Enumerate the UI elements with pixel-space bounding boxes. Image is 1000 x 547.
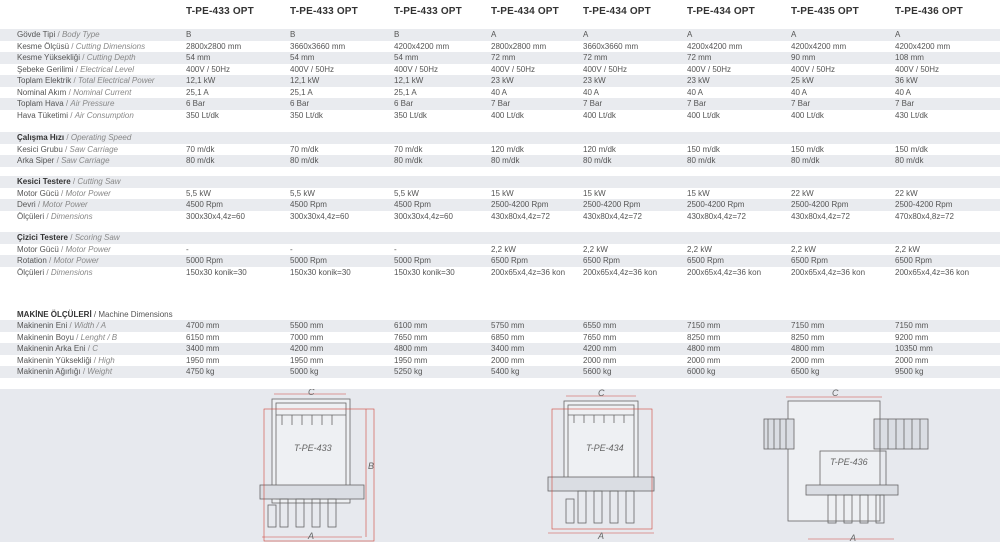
spec-row: Rotation / Motor Power 5000 Rpm 5000 Rpm 5000 Rpm 6500 Rpm 6500 Rpm 6500 Rpm 6500 Rpm 6500 Rpm [0,255,1000,267]
spec-label: Nominal Akım [17,87,67,97]
spec-value: 200x65x4,4z=36 kon [687,267,762,277]
spec-label: Makinenin Ağırlığı [17,367,81,376]
spec-row: Toplam Hava / Air Pressure 6 Bar 6 Bar 6 Bar 7 Bar 7 Bar 7 Bar 7 Bar 7 Bar [0,98,1000,110]
spec-value: 8250 mm [791,332,825,342]
spec-value: 4800 mm [791,344,825,353]
spec-value: 2800x2800 mm [491,41,547,51]
spec-row: Gövde Tipi / Body Type B B B A A A A A [0,29,1000,41]
spec-value: 2800x2800 mm [186,41,242,51]
spec-value: 2500-4200 Rpm [687,200,745,209]
spec-row: Toplam Elektrik / Total Electrical Power 12,1 kW 12,1 kW 12,1 kW 23 kW 23 kW 23 kW 25 kW 36 kW [0,75,1000,87]
spec-value: 400V / 50Hz [791,64,836,74]
spec-value: 1950 mm [186,355,220,365]
spec-value: 6000 kg [687,367,716,376]
spec-value: 430x80x4,4z=72 [791,211,850,221]
model-name: T-PE-434 OPT [491,6,559,17]
technical-drawings-panel [0,389,1000,542]
spec-value: 2,2 kW [895,244,920,254]
spec-row: Nominal Akım / Nominal Current 25,1 A 25,1 A 25,1 A 40 A 40 A 40 A 40 A 40 A [17,87,912,97]
spec-value: 6500 kg [791,367,820,376]
spec-value: 5600 kg [583,367,612,376]
dim-label: B [368,461,375,471]
model-name: T-PE-433 OPT [394,6,462,17]
spec-value: 7150 mm [687,321,721,330]
spec-value: 80 m/dk [583,156,612,165]
spec-value: 200x65x4,4z=36 kon [491,267,566,277]
spec-value: 1950 mm [394,355,428,365]
section-title: Kesici Testere [17,177,71,186]
spec-value: 400 Lt/dk [583,110,616,120]
spec-value: 400V / 50Hz [687,64,732,74]
spec-value: 8250 mm [687,332,721,342]
spec-value: 5000 Rpm [186,256,223,265]
drawing-label: T-PE-433 [294,443,332,453]
spec-value: 3660x3660 mm [290,41,346,51]
spec-value: 4200x4200 mm [895,41,951,51]
spec-label: Makinenin Boyu [17,332,74,342]
spec-value: 7 Bar [491,99,511,108]
spec-value: 4500 Rpm [186,200,223,209]
spec-value: 5000 Rpm [394,256,431,265]
spec-value: 6850 mm [491,332,525,342]
spec-value: 72 mm [583,53,608,62]
spec-value: 2,2 kW [687,244,712,254]
spec-value: A [491,30,497,39]
technical-drawings [0,389,1000,542]
spec-row: Makinenin Yüksekliği / High 1950 mm 1950 mm 1950 mm 2000 mm 2000 mm 2000 mm 2000 mm 2000 mm [17,355,929,365]
spec-value: - [186,244,189,254]
spec-label-en: Width / A [73,321,107,330]
dim-label: C [598,389,605,398]
spec-value: 3660x3660 mm [583,41,639,51]
spec-row: Kesme Ölçüsü / Cutting Dimensions 2800x2800 mm 3660x3660 mm 4200x4200 mm 2800x2800 mm 3660x3660 mm 4200x4200 mm 4200x4200 mm 4200x4200 mm [17,41,951,51]
spec-row: Ölçüleri / Dimensions 150x30 konik=30 150x30 konik=30 150x30 konik=30 200x65x4,4z=36 kon 200x65x4,4z=36 kon 200x65x4,4z=36 kon 200x65x4,4z=36 kon 200x65x4,4z=36 kon [17,267,970,277]
spec-value: 6 Bar [186,99,206,108]
spec-value: 7650 mm [394,332,428,342]
spec-value: 80 m/dk [186,156,215,165]
spec-value: 80 m/dk [791,156,820,165]
spec-value: 15 kW [687,188,710,198]
spec-value: 150x30 konik=30 [394,267,455,277]
spec-row: Şebeke Gerilimi / Electrical Level 400V / 50Hz 400V / 50Hz 400V / 50Hz 400V / 50Hz 400V / 50Hz 400V / 50Hz 400V / 50Hz 400V / 50Hz [17,64,940,74]
spec-label: Motor Gücü [17,188,59,198]
spec-value: 4200x4200 mm [394,41,450,51]
spec-value: 5,5 kW [186,188,211,198]
spec-value: 54 mm [290,53,315,62]
section-title: Çizici Testere [17,233,68,242]
section-title-en: Operating Speed [70,133,132,142]
spec-value: 5000 Rpm [290,256,327,265]
spec-value: 2500-4200 Rpm [491,200,549,209]
spec-value: 200x65x4,4z=36 kon [791,267,866,277]
spec-value: 22 kW [895,188,918,198]
spec-label: Makinenin Arka Eni [17,344,86,353]
spec-value: 5,5 kW [394,188,419,198]
spec-value: 400V / 50Hz [290,64,335,74]
spec-value: 4500 Rpm [394,200,431,209]
spec-row: Makinenin Eni / Width / A 4700 mm 5500 mm 6100 mm 5750 mm 6550 mm 7150 mm 7150 mm 7150 mm [0,320,1000,332]
spec-value: 12,1 kW [290,76,320,85]
dim-label: C [832,389,839,398]
spec-value: 350 Lt/dk [394,110,427,120]
spec-value: 2000 mm [791,355,825,365]
spec-value: 108 mm [895,53,924,62]
model-name: T-PE-434 OPT [583,6,651,17]
spec-value: 5500 mm [290,321,324,330]
spec-label: Şebeke Gerilimi [17,64,74,74]
spec-value: 3400 mm [491,344,525,353]
spec-row: Motor Gücü / Motor Power 5,5 kW 5,5 kW 5,5 kW 15 kW 15 kW 15 kW 22 kW 22 kW [17,188,918,198]
spec-value: 72 mm [687,53,712,62]
spec-value: 7 Bar [895,99,915,108]
model-name: T-PE-435 OPT [791,6,859,17]
spec-value: 4200x4200 mm [791,41,847,51]
spec-value: 22 kW [791,188,814,198]
spec-value: 23 kW [687,76,710,85]
spec-label-en: Motor Power [65,244,111,254]
spec-value: 2000 mm [583,355,617,365]
section-heading: Çizici Testere / Scoring Saw [0,232,1000,244]
spec-label-en: Motor Power [53,256,99,265]
spec-label: Toplam Elektrik [17,76,72,85]
spec-value: 23 kW [583,76,606,85]
spec-label: Toplam Hava [17,99,64,108]
spec-value: 2500-4200 Rpm [583,200,641,209]
spec-value: 300x30x4,4z=60 [186,211,245,221]
spec-row: Arka Siper / Saw Carriage 80 m/dk 80 m/dk 80 m/dk 80 m/dk 80 m/dk 80 m/dk 80 m/dk 80 m/dk [0,155,1000,167]
spec-value: 7 Bar [791,99,811,108]
model-name: T-PE-433 OPT [186,6,254,17]
spec-value: 400V / 50Hz [491,64,536,74]
spec-value: 6500 Rpm [583,256,620,265]
spec-label-en: High [98,355,115,365]
spec-label-en: Cutting Depth [86,53,136,62]
spec-value: 430x80x4,4z=72 [583,211,642,221]
dim-label: A [598,531,605,541]
spec-label-en: Cutting Dimensions [75,41,146,51]
model-name: T-PE-433 OPT [290,6,358,17]
spec-value: 300x30x4,4z=60 [290,211,349,221]
spec-value: 6500 Rpm [491,256,528,265]
spec-label: Kesme Ölçüsü [17,41,70,51]
spec-row: Hava Tüketimi / Air Consumption 350 Lt/dk 350 Lt/dk 350 Lt/dk 400 Lt/dk 400 Lt/dk 400 Lt/dk 400 Lt/dk 430 Lt/dk [17,110,928,120]
spec-value: 150x30 konik=30 [290,267,351,277]
spec-value: 470x80x4,8z=72 [895,211,954,221]
spec-label-en: Air Pressure [70,99,115,108]
spec-block-scoring-saw [0,232,1000,278]
spec-value: A [583,30,589,39]
spec-value: 70 m/dk [186,144,215,154]
spec-label-en: Lenght / B [80,332,118,342]
spec-value: 9200 mm [895,332,929,342]
spec-value: 5750 mm [491,321,525,330]
spec-value: 400V / 50Hz [186,64,231,74]
spec-value: 1950 mm [290,355,324,365]
spec-value: 4750 kg [186,367,215,376]
spec-label-en: Motor Power [42,200,88,209]
spec-value: 4200 mm [583,344,617,353]
spec-value: 40 A [583,87,600,97]
spec-value: 430x80x4,4z=72 [687,211,746,221]
spec-value: 12,1 kW [186,76,216,85]
spec-value: 5000 kg [290,367,319,376]
spec-value: 80 m/dk [290,156,319,165]
spec-value: 7 Bar [687,99,707,108]
spec-value: 4700 mm [186,321,220,330]
spec-value: 10350 mm [895,344,933,353]
spec-value: 54 mm [186,53,211,62]
spec-value: 2,2 kW [491,244,516,254]
spec-value: 15 kW [583,188,606,198]
spec-value: 40 A [791,87,808,97]
spec-value: 150 m/dk [895,144,928,154]
spec-value: 4200x4200 mm [687,41,743,51]
spec-label: Rotation [17,256,47,265]
section-heading: Kesici Testere / Cutting Saw [0,176,1000,188]
section-title-en: Cutting Saw [77,177,121,186]
spec-value: 400 Lt/dk [491,110,524,120]
spec-label-en: Electrical Level [80,64,134,74]
spec-value: 80 m/dk [394,156,423,165]
spec-value: 23 kW [491,76,514,85]
spec-value: 430 Lt/dk [895,110,928,120]
spec-value: 15 kW [491,188,514,198]
spec-value: 150 m/dk [791,144,824,154]
spec-value: 430x80x4,4z=72 [491,211,550,221]
spec-value: 7000 mm [290,332,324,342]
spec-value: 6 Bar [290,99,310,108]
spec-value: 70 m/dk [290,144,319,154]
spec-value: 25 kW [791,76,814,85]
spec-value: 120 m/dk [583,144,616,154]
spec-row: Kesme Yüksekliği / Cutting Depth 54 mm 54 mm 54 mm 72 mm 72 mm 72 mm 90 mm 108 mm [0,52,1000,64]
spec-value: 6550 mm [583,321,617,330]
spec-value: 40 A [491,87,508,97]
spec-label-en: C [92,344,98,353]
spec-value: 80 m/dk [895,156,924,165]
dims-title-en: Machine Dimensions [98,310,173,319]
spec-value: 4800 mm [687,344,721,353]
spec-label-en: Motor Power [65,188,111,198]
spec-value: 2,2 kW [583,244,608,254]
spec-value: 6500 Rpm [895,256,932,265]
spec-value: 90 mm [791,53,816,62]
spec-label: Kesme Yüksekliği [17,53,80,62]
dims-title-tr: MAKİNE ÖLÇÜLERİ [17,310,92,319]
section-heading: Çalışma Hızı / Operating Speed [0,132,1000,144]
spec-label: Motor Gücü [17,244,59,254]
spec-value: 6150 mm [186,332,220,342]
spec-row: Devri / Motor Power 4500 Rpm 4500 Rpm 4500 Rpm 2500-4200 Rpm 2500-4200 Rpm 2500-4200 Rpm 2500-4200 Rpm 2500-4200 Rpm [0,199,1000,211]
spec-value: A [687,30,693,39]
spec-value: 6 Bar [394,99,414,108]
spec-value: 2500-4200 Rpm [791,200,849,209]
spec-value: A [791,30,797,39]
spec-value: 350 Lt/dk [186,110,219,120]
spec-value: 4800 mm [394,344,428,353]
spec-value: 4200 mm [290,344,324,353]
spec-value: B [290,30,296,39]
spec-row: Kesici Grubu / Saw Carriage 70 m/dk 70 m/dk 70 m/dk 120 m/dk 120 m/dk 150 m/dk 150 m/dk 150 m/dk [17,144,928,154]
spec-value: B [186,30,192,39]
spec-value: 150 m/dk [687,144,720,154]
model-name: T-PE-436 OPT [895,6,963,17]
spec-value: 7150 mm [791,321,825,330]
spec-block-dimensions [0,320,1000,378]
spec-value: 25,1 A [290,87,313,97]
spec-label: Arka Siper [17,156,55,165]
spec-label-en: Nominal Current [73,87,132,97]
spec-value: 7150 mm [895,321,929,330]
spec-value: 400V / 50Hz [583,64,628,74]
drawing-label: T-PE-436 [830,457,868,467]
spec-value: 2000 mm [687,355,721,365]
spec-value: 54 mm [394,53,419,62]
spec-value: 2000 mm [491,355,525,365]
dim-label: C [308,389,315,397]
spec-value: 3400 mm [186,344,220,353]
spec-value: 400V / 50Hz [895,64,940,74]
spec-value: 5400 kg [491,367,520,376]
spec-value: 6500 Rpm [791,256,828,265]
spec-label-en: Dimensions [50,211,93,221]
spec-value: 36 kW [895,76,918,85]
spec-value: 2,2 kW [791,244,816,254]
spec-row: Makinenin Boyu / Lenght / B 6150 mm 7000 mm 7650 mm 6850 mm 7650 mm 8250 mm 8250 mm 9200 mm [17,332,929,342]
spec-block-speed [0,132,1000,167]
spec-value: B [394,30,400,39]
drawing-t-pe-433 [260,394,374,541]
spec-label-en: Total Electrical Power [77,76,155,85]
spec-value: 400 Lt/dk [687,110,720,120]
spec-value: 2500-4200 Rpm [895,200,953,209]
spec-value: 25,1 A [186,87,209,97]
spec-value: 200x65x4,4z=36 kon [583,267,658,277]
spec-row: Ölçüleri / Dimensions 300x30x4,4z=60 300x30x4,4z=60 300x30x4,4z=60 430x80x4,4z=72 430x80x4,4z=72 430x80x4,4z=72 430x80x4,4z=72 470x80x4,8z=72 [17,211,954,221]
spec-value: 300x30x4,4z=60 [394,211,453,221]
spec-label: Ölçüleri [17,267,45,277]
spec-label-en: Body Type [61,30,100,39]
spec-value: 6500 Rpm [687,256,724,265]
model-header [0,0,1000,24]
spec-value: 2000 mm [895,355,929,365]
spec-value: A [895,30,901,39]
spec-label: Hava Tüketimi [17,110,68,120]
spec-value: 150x30 konik=30 [186,267,247,277]
spec-value: 12,1 kW [394,76,424,85]
spec-value: 80 m/dk [491,156,520,165]
spec-label-en: Saw Carriage [61,156,110,165]
spec-value: 200x65x4,4z=36 kon [895,267,970,277]
spec-label: Makinenin Yüksekliği [17,355,92,365]
spec-value: 40 A [687,87,704,97]
drawing-t-pe-434 [548,396,654,533]
spec-label: Makinenin Eni [17,321,68,330]
spec-value: 350 Lt/dk [290,110,323,120]
spec-label: Ölçüleri [17,211,45,221]
spec-value: 400V / 50Hz [394,64,439,74]
spec-label-en: Dimensions [50,267,93,277]
section-title: Çalışma Hızı [17,133,65,142]
spec-label-en: Weight [87,367,113,376]
drawing-t-pe-436 [764,397,928,539]
spec-value: 9500 kg [895,367,924,376]
spec-value: - [394,244,397,254]
spec-value: 5250 kg [394,367,423,376]
spec-value: - [290,244,293,254]
spec-block-general [0,29,1000,121]
spec-value: 120 m/dk [491,144,524,154]
spec-label-en: Air Consumption [74,110,134,120]
spec-block-cutting-saw [0,176,1000,222]
drawing-label: T-PE-434 [586,443,624,453]
dim-label: A [850,533,857,542]
spec-label-en: Saw Carriage [69,144,118,154]
spec-row: Makinenin Ağırlığı / Weight 4750 kg 5000 kg 5250 kg 5400 kg 5600 kg 6000 kg 6500 kg 9500 kg [0,366,1000,378]
spec-value: 7650 mm [583,332,617,342]
spec-value: 6100 mm [394,321,428,330]
spec-value: 7 Bar [583,99,603,108]
spec-value: 400 Lt/dk [791,110,824,120]
spec-row: Motor Gücü / Motor Power - - - 2,2 kW 2,2 kW 2,2 kW 2,2 kW 2,2 kW [17,244,920,254]
section-title-en: Scoring Saw [74,233,120,242]
spec-value: 5,5 kW [290,188,315,198]
model-name: T-PE-434 OPT [687,6,755,17]
spec-row: Makinenin Arka Eni / C 3400 mm 4200 mm 4800 mm 3400 mm 4200 mm 4800 mm 4800 mm 10350 mm [0,343,1000,355]
spec-value: 80 m/dk [687,156,716,165]
spec-value: 70 m/dk [394,144,423,154]
spec-value: 25,1 A [394,87,417,97]
spec-label: Devri [17,200,36,209]
spec-value: 72 mm [491,53,516,62]
spec-value: 40 A [895,87,912,97]
spec-label: Kesici Grubu [17,144,63,154]
machine-dimensions-title: MAKİNE ÖLÇÜLERİ / Machine Dimensions [17,310,173,319]
dim-label: A [308,531,315,541]
spec-label: Gövde Tipi [17,30,56,39]
spec-value: 4500 Rpm [290,200,327,209]
